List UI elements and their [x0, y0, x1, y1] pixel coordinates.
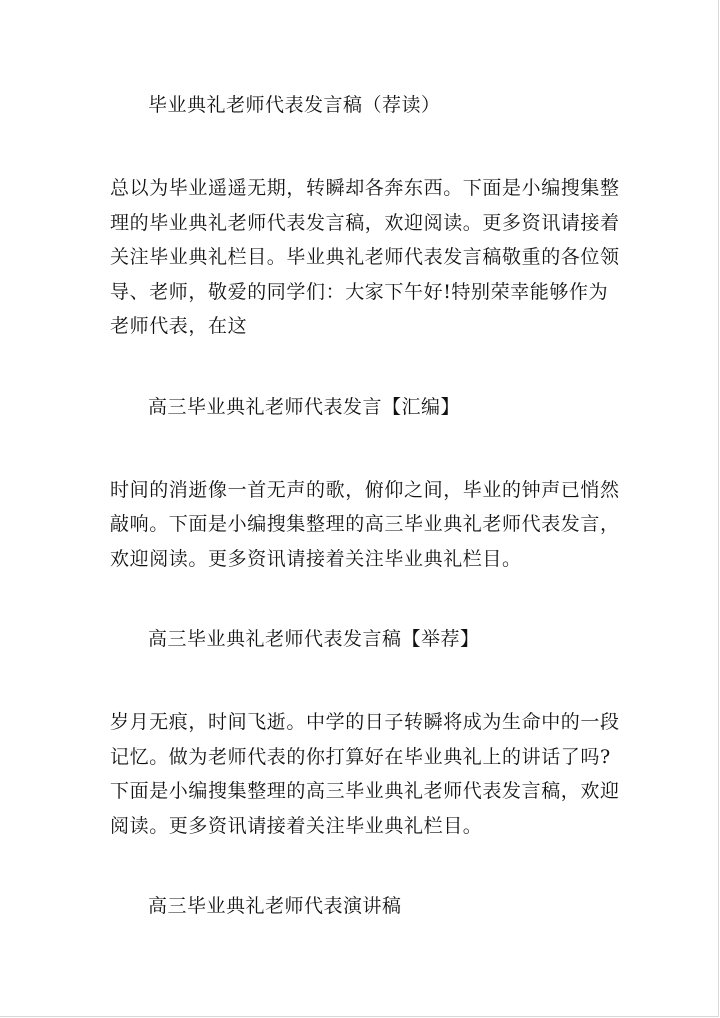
section-heading: 高三毕业典礼老师代表发言稿【举荐】 [148, 628, 480, 650]
section-heading: 高三毕业典礼老师代表演讲稿 [148, 895, 402, 917]
document-content [110, 92, 630, 972]
paragraph-line: 时间的消逝像一首无声的歌，俯仰之间，毕业的钟声已悄然 [110, 478, 620, 501]
paragraph-line: 敲响。下面是小编搜集整理的高三毕业典礼老师代表发言， [110, 513, 620, 535]
paragraph-line: 欢迎阅读。更多资讯请接着关注毕业典礼栏目。 [110, 547, 522, 570]
paragraph-line: 下面是小编搜集整理的高三毕业典礼老师代表发言稿，欢迎 [110, 780, 620, 802]
section-paragraph [110, 473, 630, 577]
section-paragraph [110, 171, 630, 344]
paragraph-line: 关注毕业典礼栏目。毕业典礼老师代表发言稿敬重的各位领 [110, 246, 620, 268]
paragraph-line: 记忆。做为老师代表的你打算好在毕业典礼上的讲话了吗? [110, 745, 611, 768]
paragraph-line: 总以为毕业遥遥无期，转瞬却各奔东西。下面是小编搜集整 [110, 177, 620, 199]
paragraph-line: 老师代表，在这 [110, 315, 248, 337]
section-heading: 毕业典礼老师代表发言稿（荐读） [148, 94, 441, 116]
section-paragraph [110, 705, 630, 843]
paragraph-line: 理的毕业典礼老师代表发言稿，欢迎阅读。更多资讯请接着 [110, 211, 620, 234]
paragraph-line: 阅读。更多资讯请接着关注毕业典礼栏目。 [110, 814, 483, 837]
paragraph-line: 岁月无痕，时间飞逝。中学的日子转瞬将成为生命中的一段 [110, 711, 620, 733]
paragraph-line: 导、老师，敬爱的同学们：大家下午好!特别荣幸能够作为 [110, 280, 609, 303]
section-heading: 高三毕业典礼老师代表发言【汇编】 [148, 395, 461, 418]
